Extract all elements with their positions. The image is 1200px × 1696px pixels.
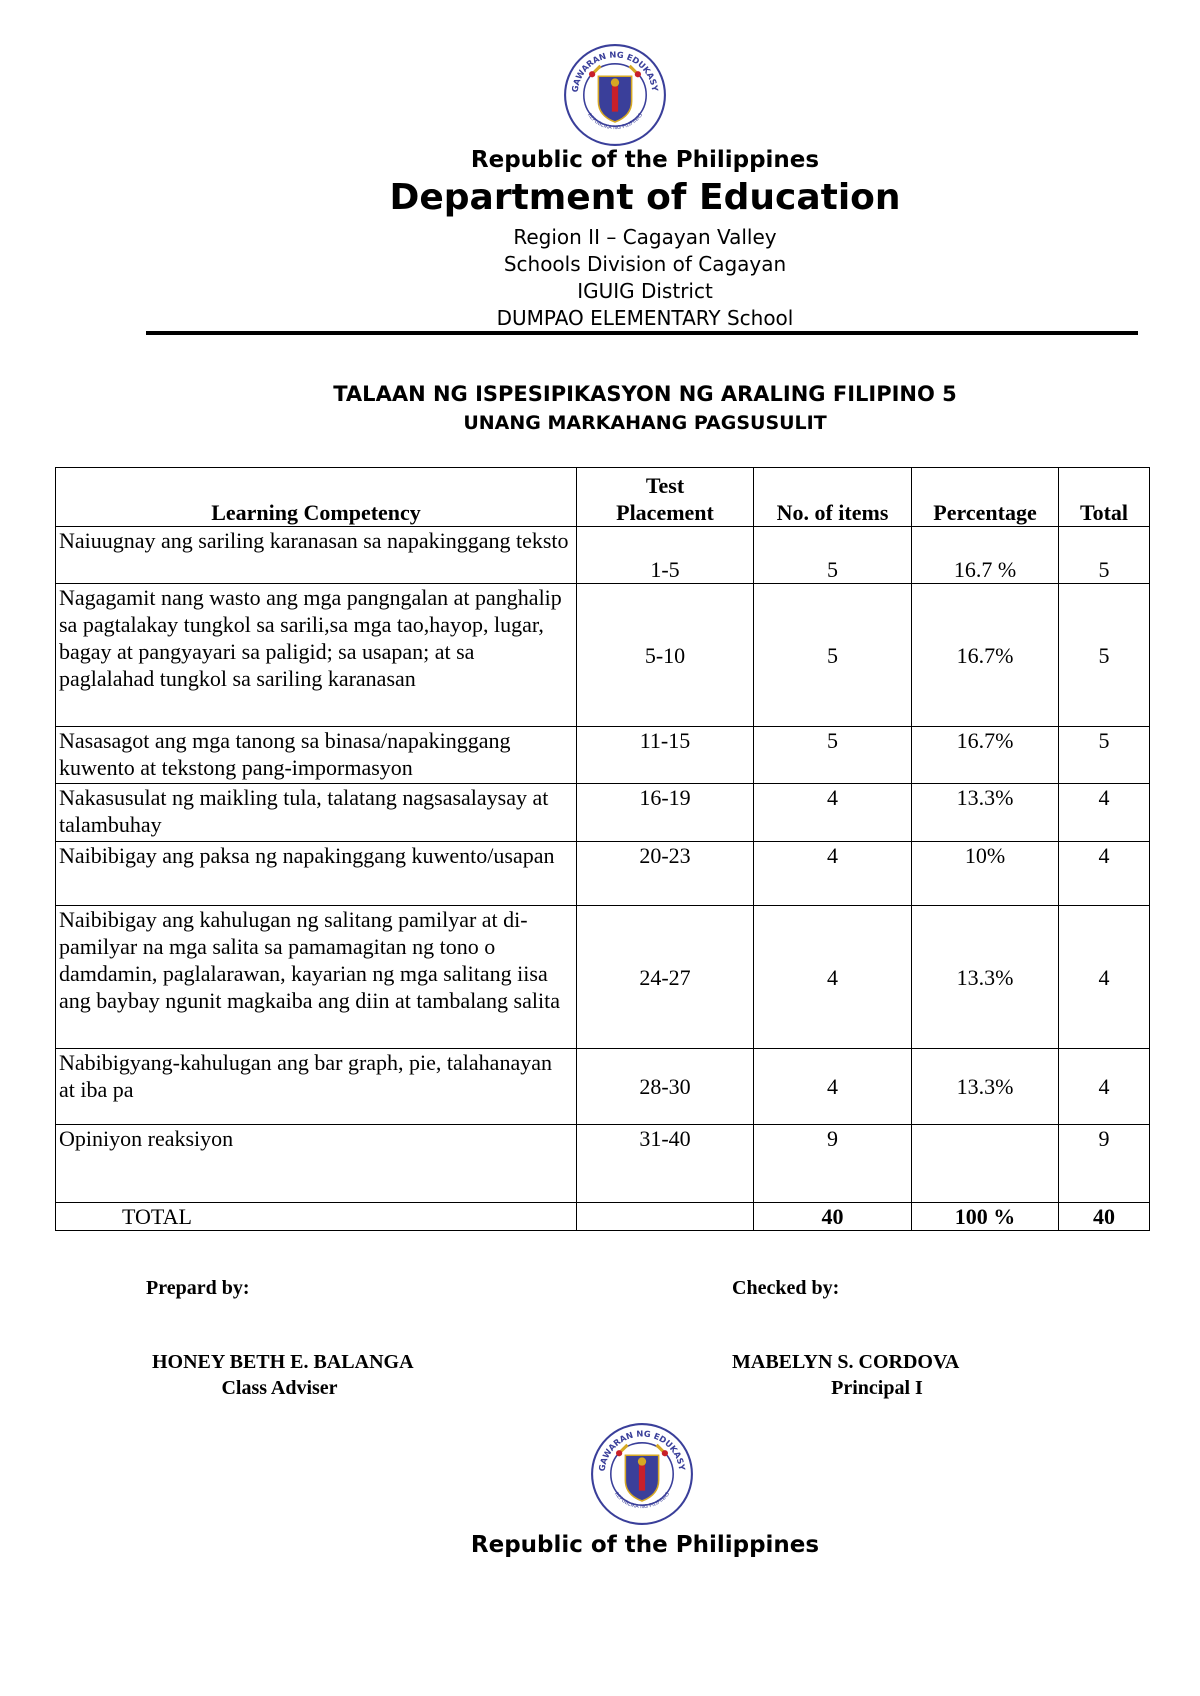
- header-total: Total: [1059, 468, 1150, 527]
- row-total: 4: [1059, 842, 1150, 906]
- table-row: [56, 727, 1150, 784]
- row-placement: 11-15: [577, 727, 754, 784]
- row-placement: 24-27: [577, 906, 754, 1049]
- header-placement-line2: Placement: [616, 500, 714, 525]
- table-header-row: [56, 468, 1150, 527]
- row-placement: 31-40: [577, 1125, 754, 1203]
- row-placement: 5-10: [577, 584, 754, 727]
- checked-by-label: Checked by:: [732, 1277, 840, 1299]
- row-items: 4: [754, 784, 912, 842]
- row-placement: 16-19: [577, 784, 754, 842]
- row-competency: Nabibigyang-kahulugan ang bar graph, pie, talahanayan at iba pa: [56, 1049, 577, 1125]
- school-line: DUMPAO ELEMENTARY School: [496, 306, 794, 330]
- region-line: Region II – Cagayan Valley: [513, 225, 777, 249]
- header-placement-line1: Test: [645, 473, 685, 498]
- header-competency: Learning Competency: [56, 468, 577, 527]
- row-competency: Nagagamit nang wasto ang mga pangngalan at panghalip sa pagtalakay tungkol sa sarili,sa mga tao,hayop, lugar, bagay at pangyayari sa paligid; sa usapan; at sa paglalahad tungkol sa sariling karanasan: [56, 584, 577, 727]
- row-items: 9: [754, 1125, 912, 1203]
- header-percentage: Percentage: [912, 468, 1059, 527]
- checked-name: MABELYN S. CORDOVA: [732, 1351, 960, 1373]
- header-items: No. of items: [754, 468, 912, 527]
- row-percentage: 13.3%: [912, 906, 1059, 1049]
- total-label: TOTAL: [56, 1203, 577, 1231]
- table-row: [56, 1049, 1150, 1125]
- row-competency: Nasasagot ang mga tanong sa binasa/napakinggang kuwento at tekstong pang-impormasyon: [56, 727, 577, 784]
- row-competency: Opiniyon reaksiyon: [56, 1125, 577, 1203]
- row-percentage: 10%: [912, 842, 1059, 906]
- table-row: [56, 527, 1150, 584]
- row-placement: 1-5: [577, 527, 754, 584]
- row-items: 4: [754, 842, 912, 906]
- row-competency: Naibibigay ang paksa ng napakinggang kuwento/usapan: [56, 842, 577, 906]
- table-row: [56, 784, 1150, 842]
- row-items: 5: [754, 727, 912, 784]
- row-total: 5: [1059, 727, 1150, 784]
- republic-heading: Republic of the Philippines: [470, 147, 820, 173]
- prepared-by-label: Prepard by:: [146, 1277, 250, 1299]
- total-placement: [577, 1203, 754, 1231]
- deped-seal-bottom: [590, 1422, 694, 1526]
- total-percentage: 100 %: [912, 1203, 1059, 1231]
- row-percentage: 13.3%: [912, 1049, 1059, 1125]
- deped-seal-top: [563, 43, 667, 147]
- row-competency: Naiuugnay ang sariling karanasan sa napakinggang teksto: [56, 527, 577, 584]
- row-items: 4: [754, 1049, 912, 1125]
- row-total: 9: [1059, 1125, 1150, 1203]
- table-row: [56, 1125, 1150, 1203]
- document-title: TALAAN NG ISPESIPIKASYON NG ARALING FILIPINO 5: [333, 382, 957, 406]
- row-items: 5: [754, 527, 912, 584]
- row-total: 5: [1059, 584, 1150, 727]
- seal-top-text: GAWARAN NG EDUKASY: [596, 1428, 688, 1472]
- prepared-title: Class Adviser: [221, 1377, 338, 1399]
- row-placement: 20-23: [577, 842, 754, 906]
- row-percentage: [912, 1125, 1059, 1203]
- checked-title: Principal I: [831, 1377, 923, 1399]
- seal-bottom-text: REPUBLIKA NG PILIPINAS: [612, 1491, 672, 1511]
- row-competency: Naibibigay ang kahulugan ng salitang pamilyar at di-pamilyar na mga salita sa pamamagitan ng tono o damdamin, paglalarawan, kayarian ng mga salitang iisa ang baybay ngunit magkaiba ang diin at tambalang salita: [56, 906, 577, 1049]
- seal-bottom-text: REPUBLIKA NG PILIPINAS: [585, 112, 645, 132]
- row-competency: Nakasusulat ng maikling tula, talatang nagsasalaysay at talambuhay: [56, 784, 577, 842]
- row-items: 4: [754, 906, 912, 1049]
- row-percentage: 16.7%: [912, 727, 1059, 784]
- seal-top-text: GAWARAN NG EDUKASY: [569, 49, 661, 93]
- total-items: 40: [754, 1203, 912, 1231]
- total-total: 40: [1059, 1203, 1150, 1231]
- footer-republic: Republic of the Philippines: [470, 1532, 820, 1558]
- row-placement: 28-30: [577, 1049, 754, 1125]
- header-placement: [577, 468, 754, 527]
- row-total: 4: [1059, 906, 1150, 1049]
- table-row: [56, 842, 1150, 906]
- row-total: 4: [1059, 784, 1150, 842]
- specification-table: [55, 467, 1150, 1231]
- row-percentage: 16.7%: [912, 584, 1059, 727]
- district-line: IGUIG District: [577, 279, 713, 303]
- prepared-name: HONEY BETH E. BALANGA: [152, 1351, 414, 1373]
- header-divider: [146, 331, 1138, 335]
- department-heading: Department of Education: [389, 177, 901, 218]
- table-row: [56, 584, 1150, 727]
- document-subtitle: UNANG MARKAHANG PAGSUSULIT: [463, 412, 827, 434]
- row-total: 4: [1059, 1049, 1150, 1125]
- row-total: 5: [1059, 527, 1150, 584]
- division-line: Schools Division of Cagayan: [503, 252, 787, 276]
- row-percentage: 16.7 %: [912, 527, 1059, 584]
- row-items: 5: [754, 584, 912, 727]
- table-row: [56, 906, 1150, 1049]
- table-total-row: [56, 1203, 1150, 1231]
- row-percentage: 13.3%: [912, 784, 1059, 842]
